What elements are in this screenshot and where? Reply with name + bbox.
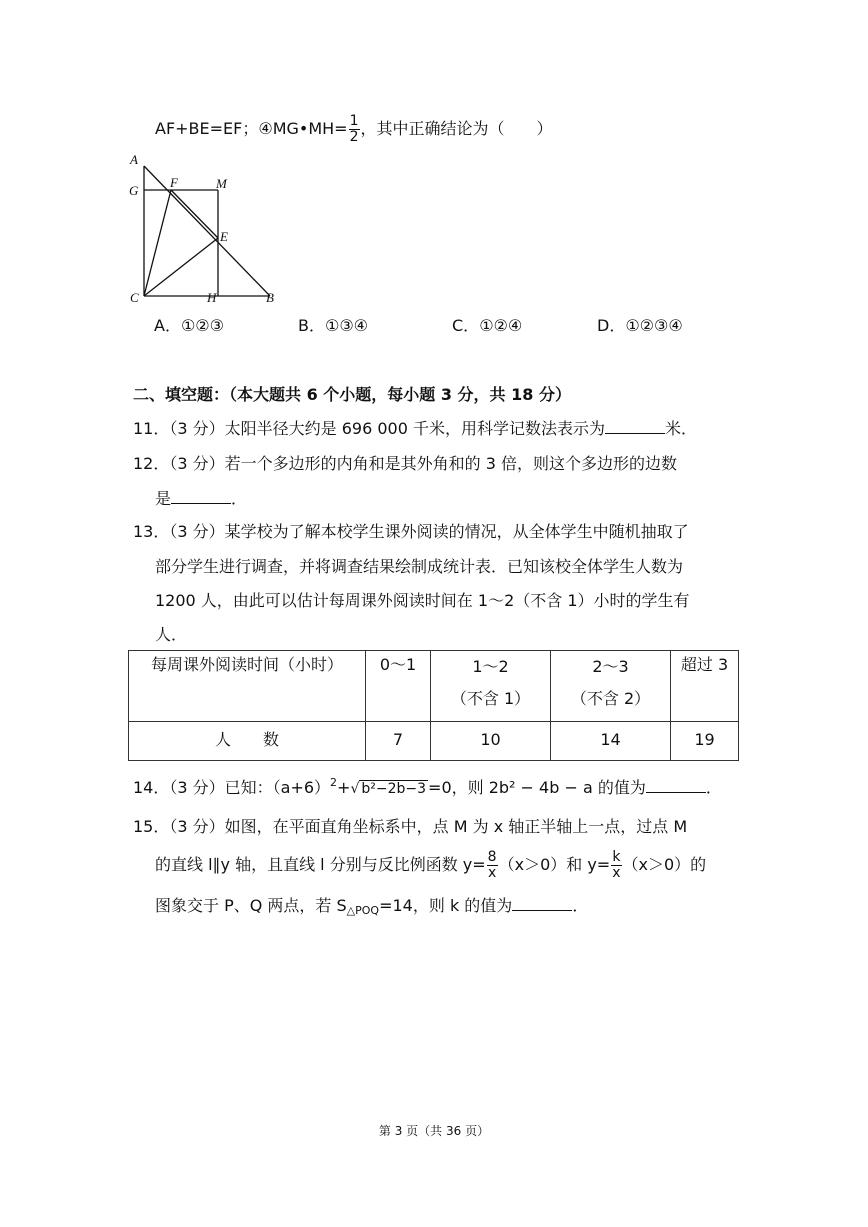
- q13-text-1: （3 分）某学校为了解本校学生课外阅读的情况，从全体学生中随机抽取了: [169, 522, 689, 541]
- q15-number: 15．: [133, 817, 170, 836]
- option-d[interactable]: D．①②③④: [597, 316, 683, 335]
- question-15-line3: [155, 895, 588, 922]
- fraction-k-over-x: $\frac{k}{x}$: [612, 849, 621, 881]
- label-e: E: [220, 229, 228, 244]
- table-col-1-2: 1～2 （不含 1）: [431, 651, 551, 722]
- q14-number: 14．: [133, 778, 170, 797]
- q11-number: 11．: [133, 419, 170, 438]
- q14-sqrt-content: b²−2b−3: [361, 781, 427, 797]
- question-13-line3: 1200 人，由此可以估计每周课外阅读时间在 1～2（不含 1）小时的学生有: [155, 591, 690, 610]
- label-m: M: [216, 176, 227, 191]
- label-a: A: [130, 152, 138, 167]
- q14-answer-blank[interactable]: [646, 778, 706, 793]
- q15-end: ．: [572, 896, 589, 915]
- table-header-label: 每周课外阅读时间（小时）: [129, 651, 366, 722]
- q15-text-2c: （x＞0）的: [622, 855, 707, 874]
- table-value-2: 10: [431, 722, 551, 761]
- option-c[interactable]: C．①②④: [452, 316, 523, 335]
- option-a[interactable]: A．①②③: [154, 316, 224, 335]
- fraction-8-over-x: $\frac{8}{x}$: [487, 849, 497, 881]
- label-f: F: [170, 175, 178, 190]
- question-15-line1: [133, 816, 687, 838]
- q15-text-2b: （x＞0）和 y=: [498, 855, 611, 874]
- q14-text-b: =0，则 2b² − 4b − a 的值为: [428, 778, 646, 797]
- table-row: [129, 722, 739, 761]
- table-value-1: 7: [366, 722, 431, 761]
- q15-text-3b: =14，则 k 的值为: [379, 896, 513, 915]
- question-12-line2: [155, 488, 247, 510]
- question-13-line1: [133, 521, 689, 543]
- reading-time-table: [128, 650, 739, 761]
- q15-text-3a: 图象交于 P、Q 两点，若 S: [155, 896, 347, 915]
- option-b[interactable]: B．①③④: [298, 316, 369, 335]
- table-col-2-3: 2～3 （不含 2）: [551, 651, 671, 722]
- label-b: B: [266, 290, 274, 305]
- question-10-continuation: [155, 114, 553, 145]
- table-col-0-1: 0～1: [366, 651, 431, 722]
- geometry-figure: [125, 150, 285, 310]
- question-11: [133, 418, 697, 440]
- question-14: [133, 772, 722, 800]
- q13-number: 13．: [133, 522, 170, 541]
- label-g: G: [129, 183, 139, 198]
- q12-end: ．: [231, 489, 248, 508]
- table-row: [129, 651, 739, 722]
- table-value-4: 19: [671, 722, 739, 761]
- q12-number: 12．: [133, 454, 170, 473]
- label-h: H: [207, 290, 217, 305]
- q14-end: ．: [705, 778, 722, 797]
- q15-text-2a: 的直线 l∥y 轴，且直线 l 分别与反比例函数 y=: [155, 855, 486, 874]
- segment-ce: [144, 238, 218, 296]
- q11-answer-blank[interactable]: [605, 419, 665, 434]
- q14-sqrt: √ b²−2b−3: [350, 781, 427, 797]
- table-value-3: 14: [551, 722, 671, 761]
- label-c: C: [130, 290, 139, 305]
- fraction-one-half: $\frac{1}{2}$: [349, 113, 359, 145]
- question-15-line2: [155, 850, 706, 881]
- q15-text-1: （3 分）如图，在平面直角坐标系中，点 M 为 x 轴正半轴上一点，过点 M: [169, 817, 688, 836]
- section-header: 二、填空题：（本大题共 6 个小题，每小题 3 分，共 18 分）: [133, 385, 571, 404]
- segment-fe: [171, 190, 218, 238]
- q12-answer-blank[interactable]: [171, 489, 231, 504]
- q15-answer-blank[interactable]: [512, 896, 572, 911]
- q11-text: （3 分）太阳半径大约是 696 000 千米，用科学记数法表示为: [169, 419, 605, 438]
- table-row-label: 人 数: [129, 722, 366, 761]
- q14-text-a: （3 分）已知：（a+6）: [169, 778, 331, 797]
- segment-ab: [144, 166, 270, 296]
- question-13-line4: 人．: [155, 625, 188, 644]
- segment-cf: [144, 190, 171, 296]
- q12-text: （3 分）若一个多边形的内角和是其外角和的 3 倍，则这个多边形的边数: [169, 454, 677, 473]
- q15-subscript: △POQ: [346, 904, 380, 917]
- table-col-over-3: 超过 3: [671, 651, 739, 722]
- q14-exponent: 2: [330, 776, 338, 789]
- conclusion-question: ，其中正确结论为（ ）: [360, 119, 553, 138]
- conclusion-text: AF+BE=EF；④MG•MH=: [155, 119, 348, 138]
- question-13-line2: 部分学生进行调查，并将调查结果绘制成统计表．已知该校全体学生人数为: [155, 557, 684, 576]
- q11-end: 米．: [664, 419, 697, 438]
- q14-plus: +: [337, 778, 351, 797]
- q12-line2-start: 是: [155, 489, 172, 508]
- question-12-line1: [133, 453, 677, 475]
- page-footer: 第 3 页（共 36 页）: [378, 1124, 490, 1138]
